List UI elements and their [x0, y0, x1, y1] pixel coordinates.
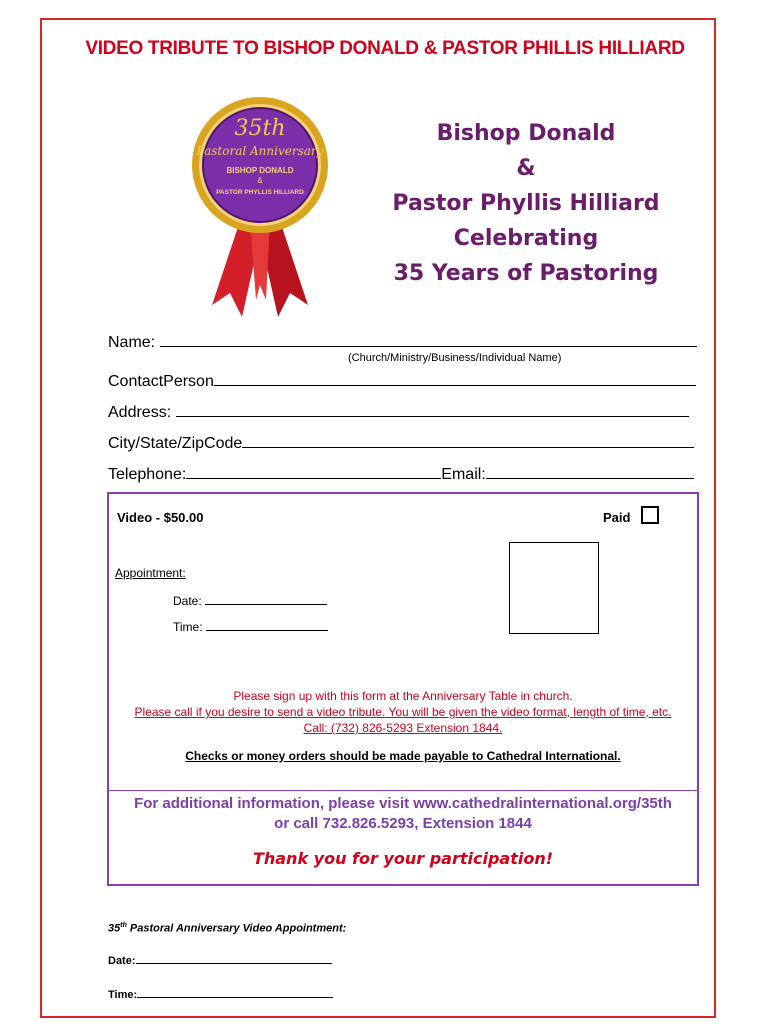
honoree-line-4: Celebrating: [453, 226, 599, 251]
medal-line4: PASTOR PHYLLIS HILLIARD: [216, 189, 304, 196]
footer-heading-num: 35: [108, 922, 121, 935]
appointment-time-field[interactable]: [173, 620, 328, 634]
contact-person-field[interactable]: [108, 371, 696, 391]
footer-heading: [108, 922, 346, 935]
footer-heading-text: Pastoral Anniversary Video Appointment:: [126, 922, 347, 935]
checks-note: Checks or money orders should be made payable to Cathedral International.: [185, 749, 621, 763]
medal-line1: Pastoral Anniversary: [196, 144, 324, 158]
honoree-line-2: &: [516, 156, 536, 181]
info-line-2: or call 732.826.5293, Extension 1844: [274, 815, 532, 832]
footer-date-label: Date:: [108, 955, 136, 967]
photo-box: [509, 542, 599, 634]
additional-info: [109, 794, 697, 834]
city-state-zip-field[interactable]: [108, 433, 694, 453]
name-field[interactable]: [108, 332, 697, 352]
appointment-date-line[interactable]: [205, 594, 327, 605]
medal-number: 35th: [234, 116, 286, 141]
email-input-line[interactable]: [486, 464, 694, 479]
info-line-1: For additional information, please visit www.cathedralinternational.org/35th: [134, 795, 672, 812]
email-label: Email:: [441, 466, 486, 483]
signup-notice: [109, 688, 697, 736]
name-input-line[interactable]: [160, 332, 697, 347]
footer-heading-sup: th: [120, 922, 127, 929]
name-hint: (Church/Ministry/Business/Individual Name): [348, 352, 562, 364]
footer-date-line[interactable]: [136, 953, 332, 964]
telephone-email-field[interactable]: [108, 464, 694, 484]
honorees-heading: [386, 116, 666, 291]
contact-person-label: ContactPerson: [108, 373, 214, 390]
medal-line2: BISHOP DONALD: [226, 166, 294, 175]
city-state-zip-label: City/State/ZipCode: [108, 435, 243, 452]
footer-time-field[interactable]: [108, 987, 333, 1001]
honoree-line-5: 35 Years of Pastoring: [393, 261, 659, 286]
honoree-line-3: Pastor Phyllis Hilliard: [392, 191, 660, 216]
page-title: VIDEO TRIBUTE TO BISHOP DONALD & PASTOR PHILLIS HILLIARD: [85, 38, 685, 59]
city-state-zip-input-line[interactable]: [242, 433, 694, 448]
appointment-date-label: Date:: [173, 594, 202, 608]
appointment-date-field[interactable]: [173, 594, 327, 608]
appointment-time-line[interactable]: [206, 620, 328, 631]
appointment-time-label: Time:: [173, 620, 203, 634]
notice-line-3: Call: (732) 826-5293 Extension 1844.: [303, 721, 503, 735]
name-label: Name:: [108, 334, 156, 351]
footer-date-field[interactable]: [108, 953, 332, 967]
appointment-label: Appointment:: [115, 566, 186, 580]
notice-line-2: Please call if you desire to send a video tribute. You will be given the video format, length of time, etc.: [134, 705, 672, 719]
notice-line-1: Please sign up with this form at the Anniversary Table in church.: [233, 689, 573, 703]
thank-you-message: Thank you for your participation!: [252, 849, 554, 868]
box-divider: [109, 790, 697, 791]
video-price: Video - $50.00: [117, 510, 204, 525]
paid-label: Paid: [603, 510, 631, 525]
contact-person-input-line[interactable]: [214, 371, 696, 386]
anniversary-medal-icon: [190, 95, 330, 320]
honoree-line-1: Bishop Donald: [436, 121, 616, 146]
address-label: Address:: [108, 404, 172, 421]
telephone-label: Telephone:: [108, 466, 187, 483]
footer-time-label: Time:: [108, 989, 138, 1001]
medal-line3: &: [257, 176, 263, 185]
paid-checkbox[interactable]: [641, 506, 659, 524]
order-box: [107, 492, 699, 886]
address-field[interactable]: [108, 402, 689, 422]
footer-time-line[interactable]: [137, 987, 333, 998]
telephone-input-line[interactable]: [186, 464, 441, 479]
address-input-line[interactable]: [176, 402, 689, 417]
